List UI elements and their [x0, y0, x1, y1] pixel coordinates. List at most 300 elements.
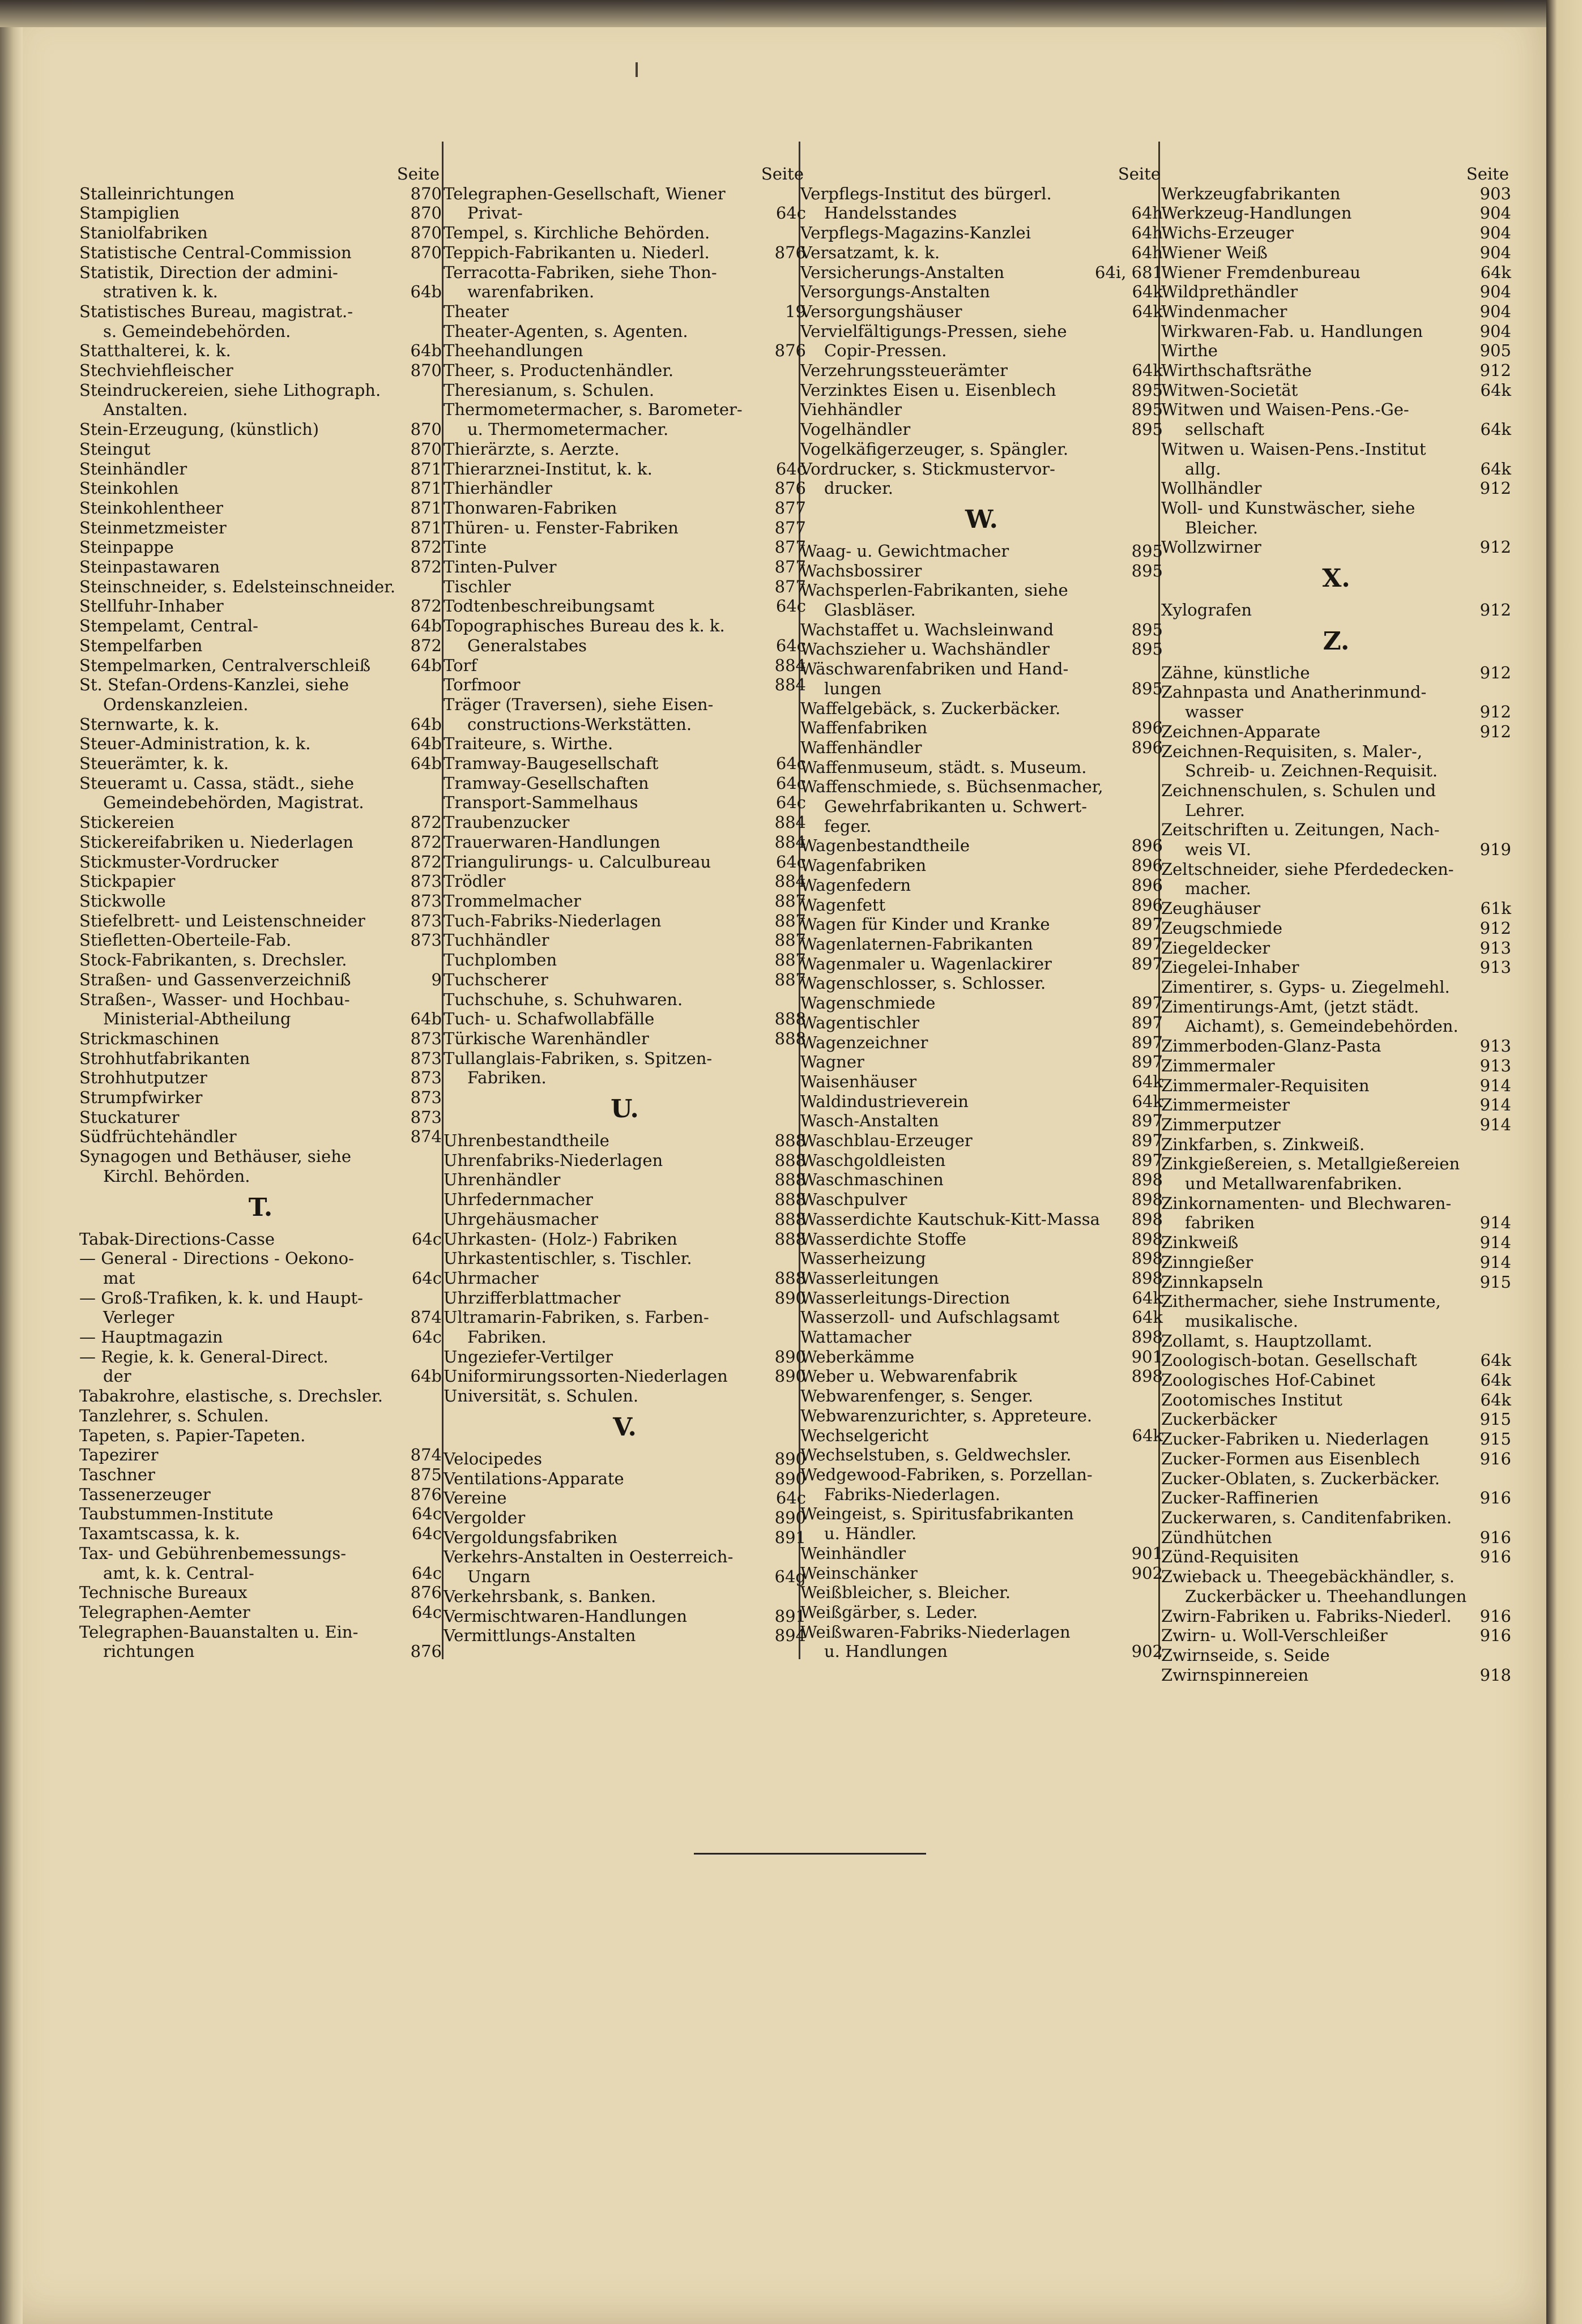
index-entry — [79, 734, 442, 754]
index-entry — [800, 1268, 1163, 1288]
entry-term: Wirthschaftsräthe — [1161, 361, 1312, 381]
entry-page-number: 870 — [410, 183, 442, 203]
entry-term: — General - Directions - Oekono- — [79, 1249, 354, 1268]
index-entry — [444, 1249, 806, 1268]
index-entry — [79, 774, 442, 793]
entry-page-number: 64b — [410, 1366, 442, 1386]
index-entry — [1161, 919, 1511, 938]
entry-term: Zeitschriften u. Zeitungen, Nach- — [1161, 820, 1440, 840]
entry-term: Vogelkäfigerzeuger, s. Spängler. — [800, 439, 1069, 459]
entry-page-number: 872 — [410, 832, 442, 852]
index-entry — [79, 1108, 442, 1127]
index-entry — [1161, 1331, 1511, 1351]
index-column-3 — [800, 164, 1163, 1661]
index-entry — [1161, 1390, 1511, 1410]
entry-term: Werkzeug-Handlungen — [1161, 203, 1352, 223]
entry-term: Waisenhäuser — [800, 1071, 917, 1091]
index-entry — [79, 636, 442, 656]
index-entry-continuation — [444, 636, 806, 656]
entry-term: Zinkornamenten- und Blechwaren- — [1161, 1193, 1452, 1213]
entry-term: Weißgärber, s. Leder. — [800, 1602, 978, 1622]
entry-term: Statistische Central-Commission — [79, 242, 352, 262]
entry-term: wasser — [1185, 702, 1243, 722]
index-entry — [1161, 1253, 1511, 1272]
entry-term: u. Thermometermacher. — [467, 420, 669, 439]
entry-term: Viehhändler — [800, 400, 902, 420]
entry-page-number: 64k — [1132, 282, 1163, 302]
index-entry — [79, 832, 442, 852]
entry-page-number: 64k — [1480, 420, 1511, 439]
entry-page-number: 873 — [410, 872, 442, 891]
index-entry — [1161, 1370, 1511, 1390]
index-entry — [444, 341, 806, 361]
entry-term: Zimmermaler-Requisiten — [1161, 1075, 1370, 1095]
entry-term: Waffenfabriken — [800, 718, 928, 738]
index-entry — [800, 659, 1163, 679]
index-entry — [444, 930, 806, 950]
entry-page-number: 877 — [774, 518, 806, 537]
index-entry — [1161, 1528, 1511, 1548]
entry-term: Waschpulver — [800, 1190, 907, 1210]
index-entry — [800, 875, 1163, 895]
index-entry-continuation — [1161, 1016, 1511, 1036]
index-entry — [444, 1626, 806, 1646]
entry-page-number: 890 — [774, 1449, 806, 1468]
entry-page-number: 64k — [1480, 1390, 1511, 1409]
index-entry-continuation — [1161, 518, 1511, 538]
entry-term: Stiefelbrett- und Leistenschneider — [79, 911, 365, 930]
index-entry — [79, 1127, 442, 1147]
index-entry — [444, 950, 806, 970]
index-entry — [444, 1366, 806, 1386]
entry-page-number: 904 — [1479, 301, 1511, 321]
entry-page-number: 64c — [411, 1524, 442, 1544]
entry-page-number: 873 — [410, 891, 442, 911]
index-entry — [444, 1009, 806, 1029]
entry-term: Tinte — [444, 537, 487, 557]
entry-page-number: 872 — [410, 813, 442, 832]
book-spine-edge — [0, 0, 23, 2324]
entry-page-number: 874 — [410, 1445, 442, 1465]
entry-term: Zimmermaler — [1161, 1056, 1275, 1075]
entry-term: Ultramarin-Fabriken, s. Farben- — [444, 1308, 709, 1327]
index-entry-continuation — [79, 1642, 442, 1661]
index-entry-continuation — [444, 203, 806, 223]
index-entry — [800, 561, 1163, 581]
entry-page-number: 914 — [1479, 1252, 1511, 1272]
index-entry — [79, 1049, 442, 1069]
entry-page-number: 876 — [410, 1642, 442, 1661]
entry-term: Zimentirungs-Amt, (jetzt städt. — [1161, 997, 1419, 1016]
index-entry — [444, 774, 806, 793]
entry-page-number: 912 — [1479, 702, 1511, 722]
entry-page-number: 895 — [1131, 620, 1163, 639]
index-entry — [79, 1406, 442, 1426]
entry-term: Stellfuhr-Inhaber — [79, 596, 224, 616]
entry-term: Versorgungshäuser — [800, 301, 962, 321]
entry-term: u. Handlungen — [824, 1642, 948, 1661]
index-entry — [1161, 1351, 1511, 1370]
entry-term: Statistisches Bureau, magistrat.- — [79, 301, 353, 321]
entry-page-number: 872 — [410, 557, 442, 577]
entry-page-number: 19 — [785, 301, 806, 321]
index-entry — [800, 1465, 1163, 1485]
seite-label: Seite — [396, 164, 440, 183]
index-entry — [800, 1406, 1163, 1426]
entry-term: Steinkohlentheer — [79, 498, 223, 518]
entry-page-number: 876 — [774, 242, 806, 262]
entry-term: Wagenmaler u. Wagenlackirer — [800, 954, 1052, 973]
entry-term: Stickwolle — [79, 891, 166, 911]
entry-term: Statistik, Direction der admini- — [79, 262, 338, 282]
entry-term: Wasserleitungen — [800, 1268, 939, 1288]
entry-page-number: 896 — [1131, 895, 1163, 915]
entry-term: Wirthe — [1161, 341, 1218, 361]
entry-term: Tabak-Directions-Casse — [79, 1229, 275, 1249]
entry-page-number: 873 — [410, 911, 442, 930]
entry-term: Taxamtscassa, k. k. — [79, 1524, 240, 1544]
entry-term: Theater — [444, 301, 509, 321]
entry-term: Zeichnen-Requisiten, s. Maler-, — [1161, 741, 1423, 761]
index-entry-continuation — [800, 1524, 1163, 1544]
entry-term: Telegraphen-Bauanstalten u. Ein- — [79, 1622, 359, 1642]
entry-page-number: 898 — [1131, 1190, 1163, 1210]
entry-term: — Groß-Trafiken, k. k. und Haupt- — [79, 1288, 363, 1308]
entry-page-number: 896 — [1131, 836, 1163, 856]
index-entry — [1161, 479, 1511, 498]
entry-term: Theater-Agenten, s. Agenten. — [444, 321, 688, 341]
entry-term: Tapezirer — [79, 1445, 159, 1465]
index-entry — [444, 1308, 806, 1327]
entry-term: Zootomisches Institut — [1161, 1390, 1342, 1409]
entry-term: Zoologisch-botan. Gesellschaft — [1161, 1351, 1417, 1370]
index-entry — [1161, 1233, 1511, 1253]
entry-page-number: 895 — [1131, 639, 1163, 659]
entry-term: Wollzwirner — [1161, 537, 1261, 557]
entry-term: Webwarenfenger, s. Senger. — [800, 1386, 1034, 1406]
index-entry-continuation — [444, 420, 806, 439]
entry-page-number: 872 — [410, 596, 442, 616]
entry-term: Uhrkasten- (Holz-) Fabriken — [444, 1229, 677, 1249]
entry-term: Thierärzte, s. Aerzte. — [444, 439, 620, 459]
entry-page-number: 888 — [774, 1268, 806, 1288]
entry-term: Wasserleitungs-Direction — [800, 1288, 1010, 1308]
index-entry — [1161, 1056, 1511, 1076]
entry-page-number: 888 — [774, 1150, 806, 1170]
index-entry-continuation — [800, 1485, 1163, 1505]
entry-page-number: 888 — [774, 1190, 806, 1210]
index-entry — [800, 1504, 1163, 1524]
entry-term: Zeugschmiede — [1161, 918, 1283, 938]
entry-term: Stempelmarken, Centralverschleiß — [79, 655, 371, 675]
entry-term: St. Stefan-Ordens-Kanzlei, siehe — [79, 675, 349, 695]
index-entry — [1161, 243, 1511, 263]
index-entry — [444, 596, 806, 616]
index-entry — [800, 243, 1163, 263]
entry-term: Thierhändler — [444, 479, 552, 498]
index-entry — [79, 203, 442, 223]
index-entry-continuation — [79, 1009, 442, 1029]
entry-term: Steindruckereien, siehe Lithograph. — [79, 380, 381, 400]
index-entry — [800, 1210, 1163, 1229]
entry-term: drucker. — [824, 479, 893, 498]
entry-term: Wagenfabriken — [800, 856, 927, 875]
index-entry — [444, 1386, 806, 1406]
entry-page-number: 884 — [774, 675, 806, 695]
entry-page-number: 913 — [1479, 1036, 1511, 1056]
index-entry — [800, 439, 1163, 459]
index-entry — [1161, 722, 1511, 742]
index-entry — [1161, 860, 1511, 879]
entry-term: Ordenskanzleien. — [103, 694, 249, 714]
entry-page-number: 64b — [410, 341, 442, 361]
entry-term: Steuerämter, k. k. — [79, 754, 229, 774]
entry-term: Zeichnen-Apparate — [1161, 721, 1321, 741]
entry-term: Zinkweiß — [1161, 1233, 1239, 1253]
entry-term: Zucker-Oblaten, s. Zuckerbäcker. — [1161, 1468, 1440, 1488]
entry-page-number: 871 — [410, 459, 442, 479]
index-entry — [800, 1603, 1163, 1622]
entry-page-number: 884 — [774, 832, 806, 852]
entry-term: Wirkwaren-Fab. u. Handlungen — [1161, 321, 1423, 341]
entry-page-number: 895 — [1131, 561, 1163, 580]
index-entry — [800, 1622, 1163, 1642]
entry-term: Ziegeldecker — [1161, 938, 1270, 958]
entry-page-number: 916 — [1479, 1527, 1511, 1547]
index-entry — [1161, 223, 1511, 243]
index-entry — [79, 930, 442, 950]
index-entry — [79, 1583, 442, 1603]
entry-term: Weingeist, s. Spiritusfabrikanten — [800, 1504, 1074, 1524]
entry-term: Wasserdichte Kautschuk-Kitt-Massa — [800, 1209, 1100, 1229]
section-letter-heading: W. — [965, 505, 998, 534]
entry-term: Verpflegs-Institut des bürgerl. — [800, 183, 1052, 203]
entry-page-number: 913 — [1479, 938, 1511, 958]
entry-term: Thierarznei-Institut, k. k. — [444, 459, 653, 479]
entry-page-number: 896 — [1131, 737, 1163, 757]
index-entry-continuation — [800, 341, 1163, 361]
index-entry — [79, 498, 442, 518]
entry-page-number: 64h — [1131, 242, 1163, 262]
entry-term: Torf — [444, 655, 477, 675]
entry-page-number: 913 — [1479, 958, 1511, 977]
index-entry — [800, 1563, 1163, 1583]
entry-page-number: 897 — [1131, 1052, 1163, 1072]
entry-page-number: 875 — [410, 1464, 442, 1484]
entry-term: Synagogen und Bethäuser, siehe — [79, 1147, 352, 1167]
index-entry-continuation — [444, 1327, 806, 1347]
entry-page-number: 895 — [1131, 541, 1163, 561]
index-entry — [444, 223, 806, 243]
index-entry — [1161, 1292, 1511, 1311]
entry-term: musikalische. — [1185, 1311, 1298, 1331]
entry-term: Trauerwaren-Handlungen — [444, 832, 660, 852]
entry-term: Weißwaren-Fabriks-Niederlagen — [800, 1622, 1071, 1642]
entry-term: Zwirn- u. Woll-Verschleißer — [1161, 1626, 1388, 1646]
index-entry — [444, 184, 806, 204]
entry-term: Weißbleicher, s. Bleicher. — [800, 1583, 1011, 1603]
index-entry-continuation — [1161, 1174, 1511, 1194]
entry-term: Zucker-Raffinerien — [1161, 1488, 1319, 1508]
index-entry — [444, 1288, 806, 1308]
entry-term: Theehandlungen — [444, 341, 583, 361]
entry-page-number: 897 — [1131, 1111, 1163, 1131]
index-entry — [444, 1449, 806, 1469]
entry-term: Tuchhändler — [444, 930, 549, 950]
entry-term: Trödler — [444, 872, 506, 891]
entry-term: sellschaft — [1185, 420, 1265, 439]
entry-page-number: 903 — [1479, 183, 1511, 203]
entry-page-number: 897 — [1131, 954, 1163, 973]
index-entry — [79, 1147, 442, 1167]
entry-page-number: 877 — [774, 557, 806, 577]
entry-term: Traiteure, s. Wirthe. — [444, 734, 613, 754]
index-entry — [800, 1426, 1163, 1446]
entry-page-number: 872 — [410, 852, 442, 872]
entry-page-number: 870 — [410, 203, 442, 223]
entry-page-number: 64b — [410, 714, 442, 734]
entry-term: Theresianum, s. Schulen. — [444, 380, 655, 400]
index-entry — [800, 1052, 1163, 1072]
entry-term: Lehrer. — [1185, 800, 1246, 820]
index-entry — [79, 1347, 442, 1367]
entry-term: Uhrmacher — [444, 1268, 539, 1288]
index-entry — [79, 990, 442, 1010]
entry-page-number: 64b — [410, 1009, 442, 1029]
entry-page-number: 64k — [1480, 262, 1511, 282]
entry-page-number: 64k — [1480, 1351, 1511, 1370]
index-entry — [1161, 1194, 1511, 1214]
index-entry — [79, 970, 442, 990]
index-entry — [444, 577, 806, 597]
entry-term: Staniolfabriken — [79, 223, 208, 243]
index-entry — [444, 832, 806, 852]
index-entry — [79, 1504, 442, 1524]
entry-term: Ungeziefer-Vertilger — [444, 1347, 613, 1366]
entry-page-number: 64c — [775, 635, 806, 655]
entry-term: Stechviehfleischer — [79, 361, 233, 381]
index-entry — [800, 639, 1163, 659]
entry-term: Copir-Pressen. — [824, 341, 947, 361]
index-entry — [79, 420, 442, 439]
index-entry — [444, 459, 806, 479]
entry-page-number: 888 — [774, 1028, 806, 1048]
entry-page-number: 874 — [410, 1127, 442, 1147]
index-entry-continuation — [1161, 420, 1511, 439]
entry-page-number: 904 — [1479, 242, 1511, 262]
index-entry — [444, 1469, 806, 1489]
entry-term: Todtenbeschreibungsamt — [444, 596, 655, 616]
index-entry — [800, 1072, 1163, 1092]
entry-page-number: 64c — [775, 852, 806, 872]
entry-page-number: 896 — [1131, 856, 1163, 875]
entry-term: macher. — [1185, 879, 1251, 899]
entry-term: Tramway-Baugesellschaft — [444, 754, 659, 774]
index-entry — [444, 322, 806, 341]
index-entry — [1161, 820, 1511, 840]
entry-page-number: 890 — [774, 1347, 806, 1366]
index-entry — [79, 675, 442, 695]
entry-term: Zinkfarben, s. Zinkweiß. — [1161, 1134, 1365, 1154]
entry-page-number: 912 — [1479, 361, 1511, 381]
entry-page-number: 64c — [411, 1229, 442, 1249]
entry-page-number: 916 — [1479, 1547, 1511, 1567]
index-entry-continuation — [79, 1167, 442, 1186]
index-entry — [79, 1485, 442, 1505]
index-entry — [444, 439, 806, 459]
entry-term: Wiener Weiß — [1161, 242, 1268, 262]
entry-term: Velocipedes — [444, 1449, 543, 1468]
entry-page-number: 877 — [774, 498, 806, 518]
entry-term: Ministerial-Abtheilung — [103, 1009, 291, 1029]
index-entry — [444, 479, 806, 498]
entry-term: Wattamacher — [800, 1327, 911, 1347]
index-entry — [800, 836, 1163, 856]
index-entry — [1161, 184, 1511, 204]
index-entry-continuation — [800, 1642, 1163, 1661]
entry-term: Kirchl. Behörden. — [103, 1166, 250, 1186]
section-letter-heading: U. — [611, 1095, 639, 1124]
entry-term: Fabriken. — [467, 1327, 547, 1347]
index-entry — [79, 813, 442, 832]
index-entry — [800, 302, 1163, 322]
index-entry — [1161, 899, 1511, 919]
entry-term: Webwarenzurichter, s. Appreteure. — [800, 1405, 1093, 1425]
entry-page-number: 873 — [410, 1088, 442, 1108]
index-entry — [444, 1607, 806, 1626]
index-entry — [79, 1327, 442, 1347]
index-entry — [800, 1131, 1163, 1151]
index-entry — [800, 1151, 1163, 1170]
entry-page-number: 912 — [1479, 721, 1511, 741]
entry-term: Stuckaturer — [79, 1107, 180, 1127]
index-entry — [800, 954, 1163, 974]
index-entry — [79, 459, 442, 479]
index-entry — [800, 1327, 1163, 1347]
entry-page-number: 870 — [410, 242, 442, 262]
entry-page-number: 876 — [410, 1484, 442, 1504]
index-entry — [1161, 282, 1511, 302]
entry-term: Uhrfedernmacher — [444, 1190, 593, 1210]
index-entry — [800, 361, 1163, 381]
seite-label: Seite — [1466, 164, 1509, 183]
entry-term: Vogelhändler — [800, 420, 911, 439]
entry-page-number: 898 — [1131, 1170, 1163, 1190]
entry-term: Waschblau-Erzeuger — [800, 1131, 973, 1151]
entry-page-number: 873 — [410, 1107, 442, 1127]
index-entry — [800, 895, 1163, 915]
entry-term: feger. — [824, 816, 872, 836]
entry-term: Wiener Fremdenbureau — [1161, 262, 1361, 282]
index-entry — [79, 1445, 442, 1465]
entry-term: Theer, s. Productenhändler. — [444, 361, 674, 381]
entry-page-number: 914 — [1479, 1075, 1511, 1095]
entry-page-number: 904 — [1479, 321, 1511, 341]
entry-term: Wollhändler — [1161, 479, 1262, 498]
entry-page-number: 64b — [410, 616, 442, 636]
entry-term: Tempel, s. Kirchliche Behörden. — [444, 223, 710, 243]
entry-term: Witwen u. Waisen-Pens.-Institut — [1161, 439, 1426, 459]
entry-term: constructions-Werkstätten. — [467, 714, 692, 734]
entry-term: Traubenzucker — [444, 813, 570, 832]
entry-term: lungen — [824, 678, 882, 698]
entry-page-number: 64k — [1132, 1091, 1163, 1111]
entry-term: Topographisches Bureau des k. k. — [444, 616, 725, 636]
entry-page-number: 895 — [1131, 400, 1163, 420]
entry-term: Wagenschmiede — [800, 993, 936, 1013]
entry-page-number: 877 — [774, 537, 806, 557]
entry-term: Zucker-Fabriken u. Niederlagen — [1161, 1429, 1429, 1449]
